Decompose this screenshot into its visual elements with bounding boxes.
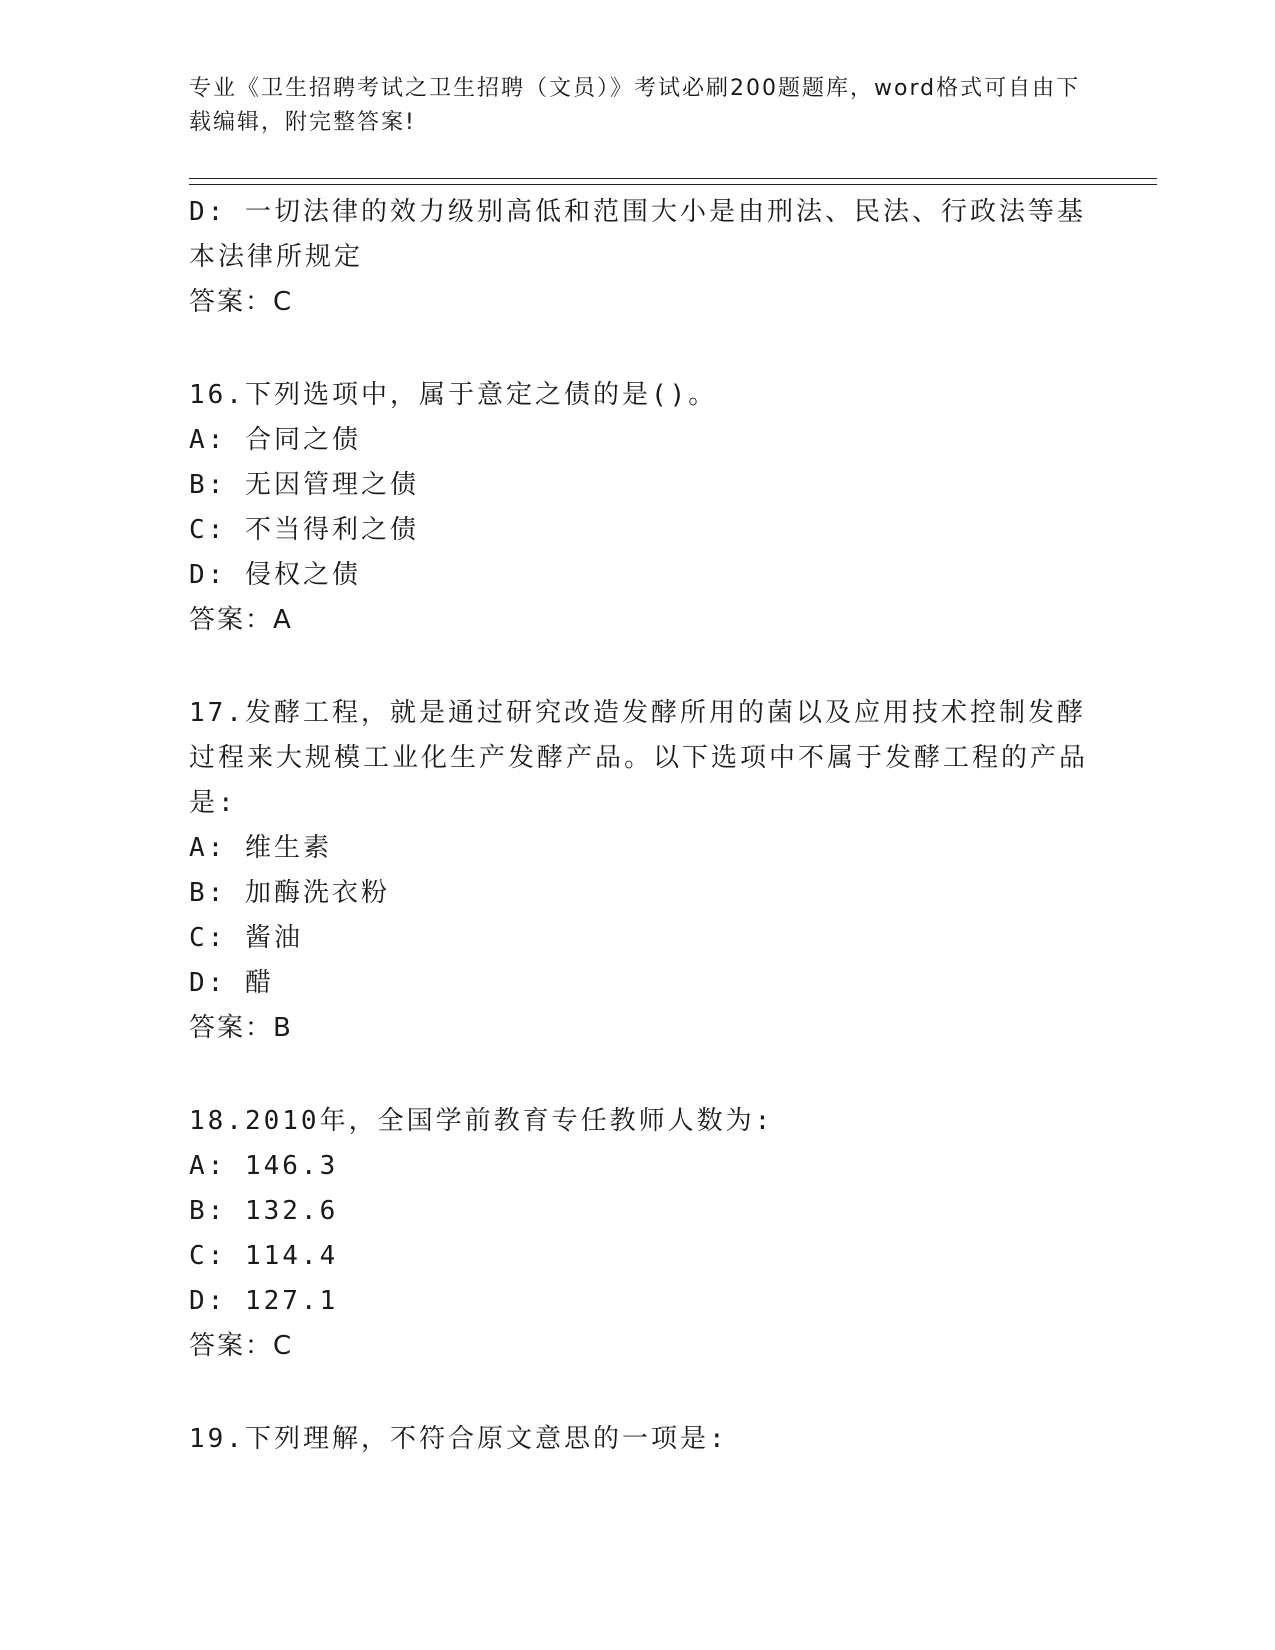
option-d: D: 醋 — [189, 968, 274, 998]
question-15-continued — [189, 190, 1089, 325]
answer-line: 答案：C — [189, 1331, 294, 1361]
header-divider-top — [189, 178, 1157, 179]
option-a: A: 合同之债 — [189, 425, 361, 455]
answer-line: 答案：C — [189, 287, 294, 317]
question-19 — [189, 1417, 1089, 1462]
option-b: B: 无因管理之债 — [189, 470, 419, 500]
option-d: D: 侵权之债 — [189, 560, 361, 590]
question-stem: 18.2010年，全国学前教育专任教师人数为: — [189, 1106, 774, 1136]
option-b: B: 加酶洗衣粉 — [189, 878, 390, 908]
option-c: C: 不当得利之债 — [189, 515, 419, 545]
answer-line: 答案：B — [189, 1013, 293, 1043]
spacer — [189, 325, 1089, 373]
spacer — [189, 1369, 1089, 1417]
spacer — [189, 643, 1089, 691]
option-d: D: 一切法律的效力级别高低和范围大小是由刑法、民法、行政法等基本法律所规定 — [189, 197, 1086, 272]
question-stem: 17.发酵工程，就是通过研究改造发酵所用的菌以及应用技术控制发酵过程来大规模工业化生产发酵产品。以下选项中不属于发酵工程的产品是: — [189, 698, 1089, 818]
option-b: B: 132.6 — [189, 1196, 339, 1226]
option-c: C: 酱油 — [189, 923, 303, 953]
answer-line: 答案：A — [189, 605, 293, 635]
option-a: A: 146.3 — [189, 1151, 339, 1181]
header-divider-bottom — [189, 184, 1157, 185]
option-c: C: 114.4 — [189, 1241, 339, 1271]
question-18 — [189, 1099, 1089, 1369]
document-header: 专业《卫生招聘考试之卫生招聘（文员）》考试必刷200题题库，word格式可自由下载编辑，附完整答案! — [189, 76, 1081, 135]
option-d: D: 127.1 — [189, 1286, 339, 1316]
question-stem: 16.下列选项中，属于意定之债的是()。 — [189, 380, 718, 410]
option-a: A: 维生素 — [189, 833, 332, 863]
spacer — [189, 1051, 1089, 1099]
question-stem: 19.下列理解，不符合原文意思的一项是: — [189, 1424, 728, 1454]
question-list — [189, 190, 1089, 1462]
question-16 — [189, 373, 1089, 643]
question-17 — [189, 691, 1089, 1051]
